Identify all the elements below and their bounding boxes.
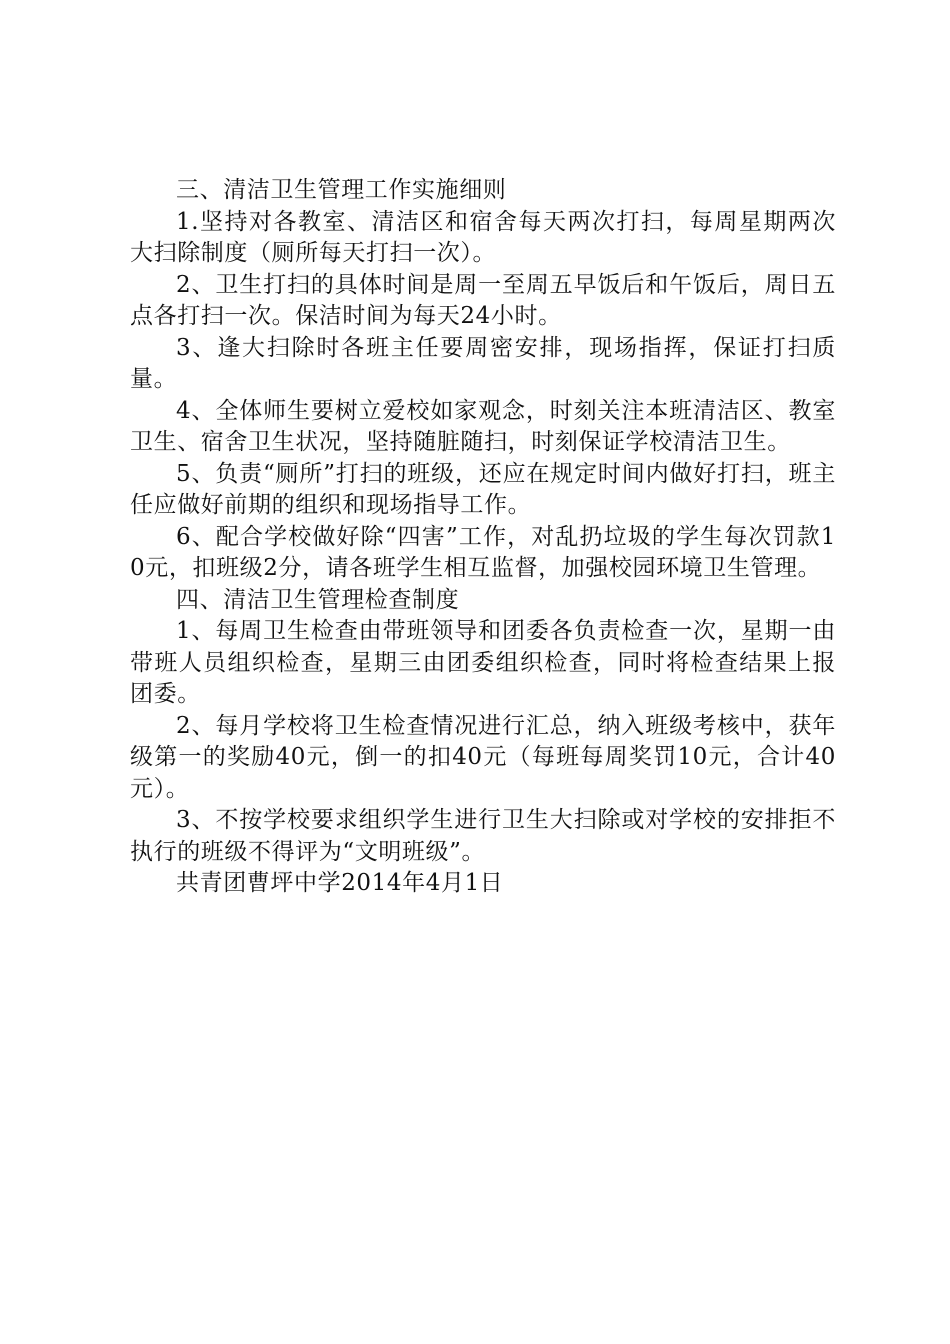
rule-3-1: 1.坚持对各教室、清洁区和宿舍每天两次打扫，每周星期两次大扫除制度（厕所每天打扫一次）。 <box>130 208 836 266</box>
signature-line: 共青团曹坪中学2014年4月1日 <box>176 870 504 896</box>
rule-3-4: 4、全体师生要树立爱校如家观念，时刻关注本班清洁区、教室卫生、宿舍卫生状况，坚持随脏随扫，时刻保证学校清洁卫生。 <box>130 397 836 455</box>
rule-4-1: 1、每周卫生检查由带班领导和团委各负责检查一次，星期一由带班人员组织检查，星期三由团委组织检查，同时将检查结果上报团委。 <box>130 618 836 707</box>
section-heading-4: 四、清洁卫生管理检查制度 <box>176 586 460 613</box>
document-body <box>130 175 836 900</box>
section-heading-3: 三、清洁卫生管理工作实施细则 <box>176 177 507 203</box>
rule-3-3: 3、逢大扫除时各班主任要周密安排，现场指挥，保证打扫质量。 <box>130 334 836 392</box>
rule-3-6: 6、配合学校做好除“四害”工作，对乱扔垃圾的学生每次罚款10元，扣班级2分，请各班学生相互监督，加强校园环境卫生管理。 <box>130 523 836 581</box>
rule-3-2: 2、卫生打扫的具体时间是周一至周五早饭后和午饭后，周日五点各打扫一次。保洁时间为每天24小时。 <box>130 271 836 329</box>
rule-3-5: 5、负责“厕所”打扫的班级，还应在规定时间内做好打扫，班主任应做好前期的组织和现场指导工作。 <box>130 460 836 518</box>
rule-4-2: 2、每月学校将卫生检查情况进行汇总，纳入班级考核中，获年级第一的奖励40元，倒一的扣40元（每班每周奖罚10元，合计40元）。 <box>130 712 836 802</box>
rule-4-3: 3、不按学校要求组织学生进行卫生大扫除或对学校的安排拒不执行的班级不得评为“文明班级”。 <box>130 807 836 865</box>
